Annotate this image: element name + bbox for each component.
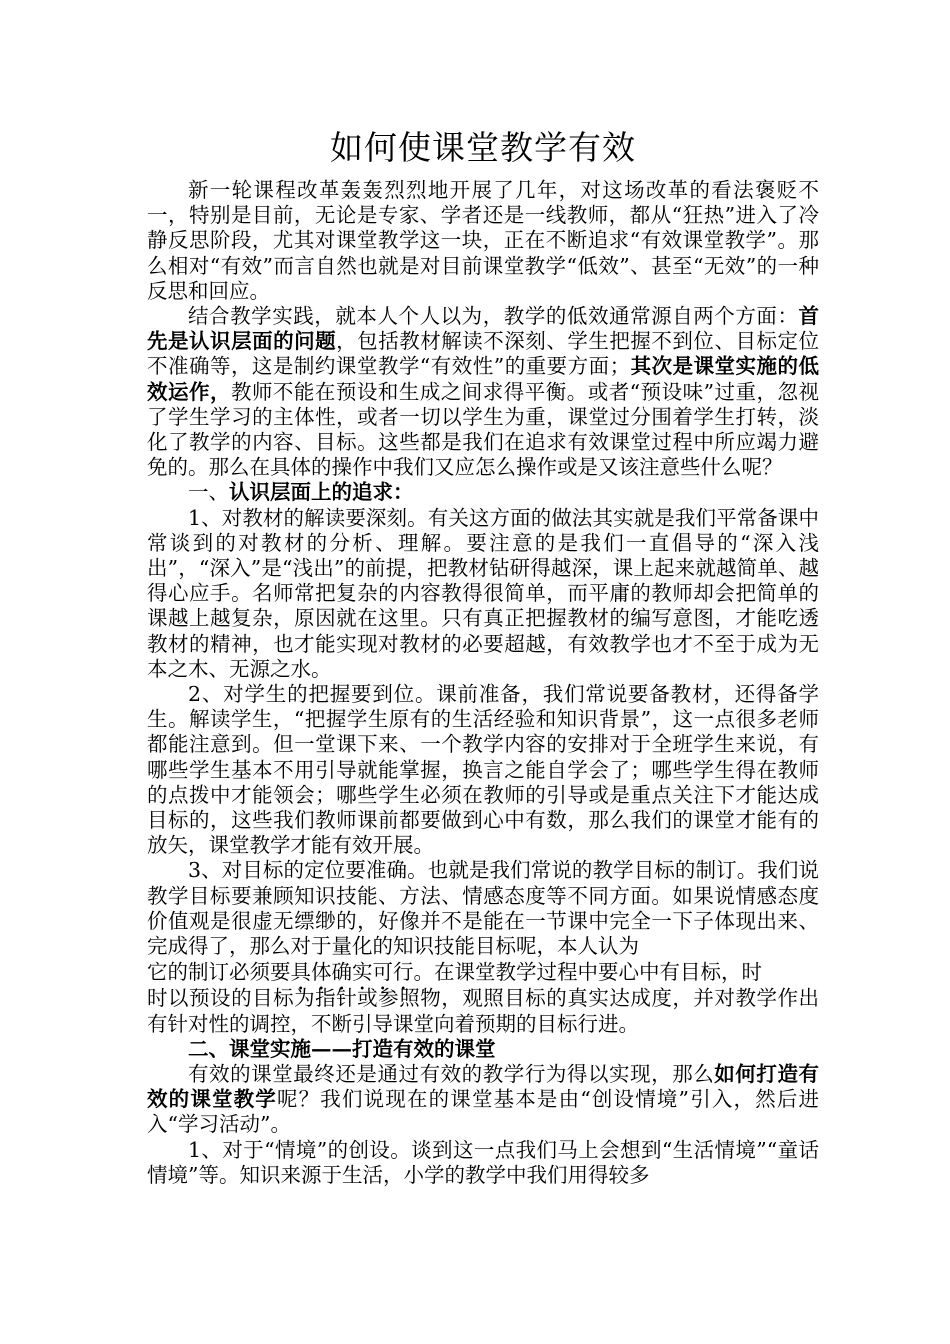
intro-p2-text-a: 结合教学实践，就本人个人以为，教学的低效通常源自两个方面： <box>188 304 799 329</box>
intro-paragraph-1: 新一轮课程改革轰轰烈烈地开展了几年，对这场改革的看法褒贬不一，特别是目前，无论是专家、学者还是一线教师，都从“狂热”进入了冷静反思阶段，尤其对课堂教学这一块，正在不断追求“有效课堂教学”。那么相对“有效”而言自然也就是对目前课堂教学“低效”、甚至“无效”的一种反思和回应。 <box>147 178 819 303</box>
s2-p1-bold: 如何打造有效的课堂教学 <box>147 1061 820 1112</box>
section-1-item-2: 2、对学生的把握要到位。课前准备，我们常说要备教材，还得备学生。解读学生，“把握学生原有的生活经验和知识背景”，这一点很多老师都能注意到。但一堂课下来、一个教学内容的安排对于全班学生来说，有哪些学生基本不用引导就能掌握，换言之能自学会了；哪些学生得在教师的点拨中才能领会；哪些学生必须在教师的引导或是重点关注下才能达成目标的，这些我们教师课前都要做到心中有数，那么我们的课堂才能有的放矢，课堂教学才能有效开展。 <box>147 682 819 858</box>
intro-p2-text-c: ，包括教材解读不深刻、学生把握不到位、目标定位不准确等，这是制约课堂教学“有效性”的重要方面； <box>147 329 820 379</box>
document-title: 如何使课堂教学有效 <box>330 128 636 167</box>
intro-p2-bold-second: 其次是课堂实施的低效运作， <box>147 354 819 404</box>
intro-p2-bold-first: 首先是认识层面的问题 <box>147 304 819 354</box>
s2-p1-text-c: 呢？我们说现在的课堂基本是由“创设情境”引入，然后进入“学习活动”。 <box>147 1087 820 1137</box>
section-1-heading <box>147 480 819 505</box>
section-2-paragraph-1 <box>147 1062 819 1138</box>
emphasized-phrase: 具体确实可行 <box>290 960 414 985</box>
section-1-heading-text: 认识层面上的追求： <box>229 480 414 505</box>
document-page <box>147 124 819 1188</box>
section-2-heading: 二、课堂实施——打造有效的课堂 <box>188 1036 496 1061</box>
item-3-text-b: 它的制订必须要 <box>147 960 291 985</box>
intro-paragraph-2 <box>147 304 819 480</box>
intro-p2-text-e: 教师不能在预设和生成之间求得平衡。或者“预设味”过重，忽视了学生学习的主体性，或者一切以学生为重，课堂过分围着学生打转，淡化了教学的内容、目标。这些都是我们在追求有效课堂过程中所应竭力避免的。那么在具体的操作中我们又应怎么操作或是又该注意些什么呢？ <box>147 379 820 480</box>
section-1-heading-num: 一、 <box>188 480 229 505</box>
section-1-item-3: 3、对目标的定位要准确。也就是我们常说的教学目标的制订。我们说教学目标要兼顾知识技能、方法、情感态度等不同方面。如果说情感态度价值观是很虚无缥缈的，好像并不是能在一节课中完全一下子体现出来、完成得了，那么对于量化的知识技能目标呢，本人认为 <box>147 858 819 959</box>
section-2-item-1: 1、对于“情境”的创设。谈到这一点我们马上会想到“生活情境”“童话情境”等。知识来源于生活，小学的教学中我们用得较多 <box>147 1137 819 1187</box>
section-1-item-1: 1、对教材的解读要深刻。有关这方面的做法其实就是我们平常备课中常谈到的对教材的分析、理解。要注意的是我们一直倡导的“深入浅出”，“深入”是“浅出”的前提，把教材钻研得越深，课上起来就越简单、越得心应手。名师常把复杂的内容教得很简单，而平庸的教师却会把简单的课越上越复杂，原因就在这里。只有真正把握教材的编写意图，才能吃透教材的精神，也才能实现对教材的必要超越，有效教学也才不至于成为无本之木、无源之水。 <box>147 505 819 681</box>
section-1-item-3-continued: 时以预设的目标为指针或参照物，观照目标的真实达成度，并对教学作出有针对性的调控，不断引导课堂向着预期的目标行进。 <box>147 986 819 1036</box>
s2-p1-text-a: 有效的课堂最终还是通过有效的教学行为得以实现，那么 <box>188 1061 715 1086</box>
item-3-text-d: 。在课堂教学过程中要心中有目标，时 <box>413 960 762 985</box>
